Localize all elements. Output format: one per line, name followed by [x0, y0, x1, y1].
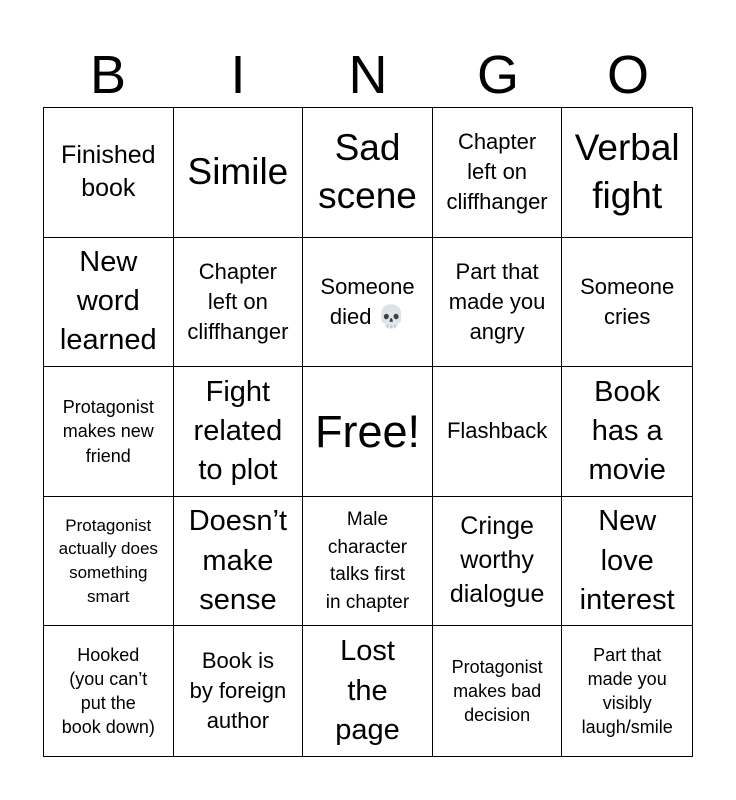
free-space-cell [303, 367, 433, 497]
bingo-header [43, 44, 693, 106]
bingo-cell [44, 626, 174, 756]
bingo-grid [43, 107, 693, 757]
bingo-cell [174, 497, 304, 627]
bingo-cell [303, 626, 433, 756]
cell-text: Book has a movie [588, 375, 666, 487]
cell-text: Part that made you visibly laugh/smile [581, 644, 673, 738]
bingo-cell [433, 497, 563, 627]
cell-text: Fight related to plot [193, 375, 283, 487]
bingo-cell [44, 497, 174, 627]
cell-text: New love interest [579, 505, 675, 616]
header-letter-g: G [476, 45, 519, 105]
cell-text: New word learned [59, 246, 157, 357]
bingo-cell [562, 626, 692, 756]
bingo-cell [44, 367, 174, 497]
cell-text: Protagonist makes new friend [62, 397, 154, 466]
bingo-cell [174, 367, 304, 497]
cell-text: Protagonist makes bad decision [451, 656, 543, 726]
cell-text: Chapter left on cliffhanger [187, 258, 289, 344]
bingo-cell [174, 108, 304, 238]
cell-text: Hooked (you can’t put the book down) [61, 644, 155, 738]
cell-text: Someone died 💀 [320, 273, 415, 329]
cell-text: Someone cries [580, 273, 675, 329]
free-space-label: Free! [314, 405, 420, 457]
bingo-cell [562, 108, 692, 238]
cell-text: Cringe worthy dialogue [449, 512, 545, 608]
header-letter-o: O [606, 45, 649, 105]
bingo-cell [303, 497, 433, 627]
cell-text: Sad scene [318, 127, 417, 217]
cell-text: Male character talks first in chapter [325, 509, 410, 613]
bingo-cell [303, 108, 433, 238]
bingo-cell [433, 626, 563, 756]
cell-text: Verbal fight [574, 127, 680, 217]
bingo-cell [174, 626, 304, 756]
cell-text: Lost the page [335, 635, 400, 746]
cell-text: Chapter left on cliffhanger [446, 129, 548, 215]
bingo-cell [44, 238, 174, 368]
cell-text: Simile [187, 151, 289, 193]
bingo-cell [303, 238, 433, 368]
cell-text: Doesn’t make sense [188, 505, 288, 616]
cell-text: Part that made you angry [448, 258, 546, 344]
header-letter-b: B [89, 45, 127, 105]
bingo-cell [44, 108, 174, 238]
header-letter-i: I [230, 45, 246, 105]
bingo-cell [433, 238, 563, 368]
cell-text: Finished book [61, 140, 156, 203]
cell-text: Book is by foreign author [189, 648, 287, 734]
bingo-cell [562, 238, 692, 368]
bingo-cell [433, 367, 563, 497]
bingo-cell [433, 108, 563, 238]
cell-text: Flashback [446, 418, 548, 444]
bingo-cell [562, 367, 692, 497]
cell-text: Protagonist actually does something smart [58, 515, 158, 606]
bingo-cell [174, 238, 304, 368]
header-letter-n: N [348, 45, 388, 105]
bingo-cell [562, 497, 692, 627]
